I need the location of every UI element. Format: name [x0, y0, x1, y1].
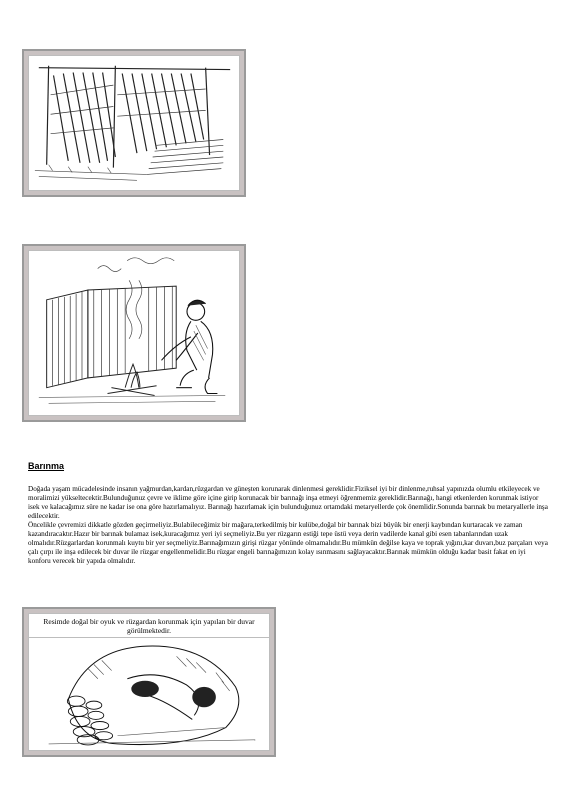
paragraph-2: Öncelikle çevremizi dikkatle gözden geçirmeliyiz.Bulabileceğimiz bir mağara,terkedilmiş bir kulübe,doğal bir barınak bizi büyük bir enerji kaybından kurtaracak ve zaman kazandıracaktır.Hazır bir barınak bulamaz isek,kuracağımız yeri iyi seçmeliyiz.Bu yer rüzgarın estiği tepe üstü veya derin vadilerde kanal gibi esen tabanlarından uzak olmalıdır.Rüzgarlardan korunmalı kuytu bir yer seçmeliyiz.Barınağımızın girişi rüzgar yönünde olmamalıdır.Bu mümkün değilse kaya ve toprak yığını,kar duvarı,buz parçaları veya çalı çırpı ile inşa edilecek bir duvar ile rüzgar engellenmelidir.Bu rüzgar engeli barınağımızın kolay ısınmasını sağlayacaktır.Barınak mümkün olduğu kadar basit fakat en iyi konforu verecek bir yapıda olmalıdır.: [28, 521, 548, 565]
natural-hollow-drawing: [29, 638, 269, 750]
figure-caption: Resimde doğal bir oyuk ve rüzgardan korunmak için yapılan bir duvar görülmektedir.: [29, 614, 269, 638]
natural-hollow-illustration: [29, 638, 269, 750]
natural-hollow-figure: [22, 607, 276, 757]
fire-reflector-illustration: [28, 250, 240, 416]
fire-reflector-figure: [22, 244, 246, 422]
section-heading: Barınma: [28, 461, 65, 471]
body-text: [28, 485, 548, 566]
lean-to-shelter-drawing: [29, 56, 239, 190]
paragraph-1: Doğada yaşam mücadelesinde insanın yağmurdan,kardan,rüzgardan ve güneşten korunarak dinlenmesi gereklidir.Fiziksel iyi bir dinlenme,ruhsal yapınızda olumlu etkileyecek ve moralimizi yükseltecektir.Bulunduğunuz çevre ve iklime göre içine girip korunacak bir barınağı inşa etmeyi öğrenmemiz gereklidir.Barınağı, hangi etkenlerden korunmak istiyor isek ve kalacağımız süre ne kadar ise ona göre hazırlamalıyız. Barınağı hazırlamak için bulunduğunuz ortamdaki metaryellerde çok önemlidir.Sonunda barınak bu metaryallerle inşa edilecektir.: [28, 485, 548, 520]
lean-to-shelter-illustration: [28, 55, 240, 191]
fire-reflector-drawing: [29, 251, 239, 415]
lean-to-shelter-figure: [22, 49, 246, 197]
